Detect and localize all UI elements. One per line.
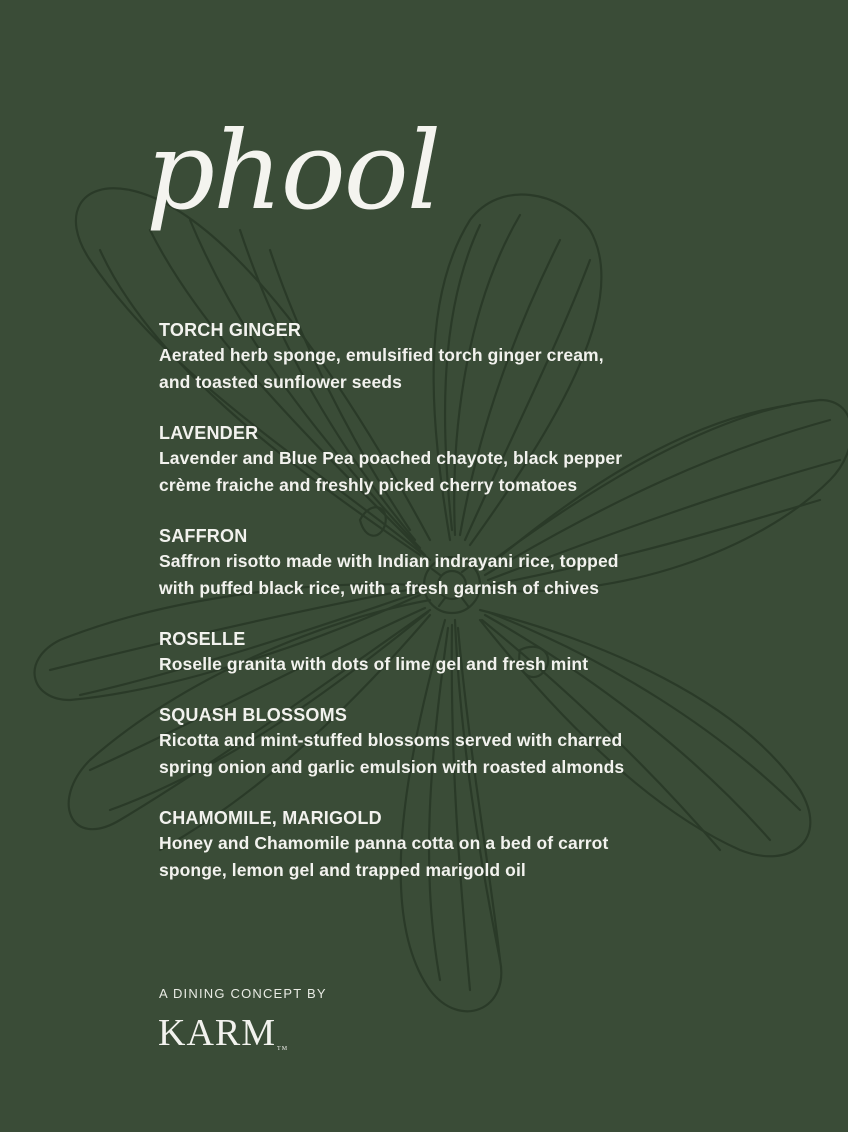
course-description-line: with puffed black rice, with a fresh garnish of chives bbox=[159, 578, 600, 598]
course-name: TORCH GINGER bbox=[159, 320, 302, 340]
course-name: LAVENDER bbox=[159, 423, 259, 443]
course-description-line: Aerated herb sponge, emulsified torch ginger cream, bbox=[159, 345, 604, 365]
course-description-line: Saffron risotto made with Indian indrayani rice, topped bbox=[159, 551, 619, 571]
trademark-mark: TM bbox=[277, 1046, 289, 1052]
course-item bbox=[159, 524, 719, 602]
course-list bbox=[159, 318, 719, 909]
course-name: SQUASH BLOSSOMS bbox=[159, 705, 348, 725]
course-item bbox=[159, 421, 719, 499]
course-name: ROSELLE bbox=[159, 629, 246, 649]
course-item bbox=[159, 627, 719, 678]
course-description-line: sponge, lemon gel and trapped marigold oil bbox=[159, 860, 526, 880]
footer-tagline: A DINING CONCEPT BY bbox=[159, 986, 327, 1001]
brand-name: KARM bbox=[158, 1012, 277, 1054]
course-description-line: spring onion and garlic emulsion with roasted almonds bbox=[159, 757, 625, 777]
course-description-line: Honey and Chamomile panna cotta on a bed of carrot bbox=[159, 833, 609, 853]
course-description-line: Ricotta and mint-stuffed blossoms served with charred bbox=[159, 730, 623, 750]
course-description-line: Lavender and Blue Pea poached chayote, black pepper bbox=[159, 448, 623, 468]
course-name: SAFFRON bbox=[159, 526, 248, 546]
course-item bbox=[159, 318, 719, 396]
brand-logo bbox=[158, 1014, 288, 1052]
course-description-line: crème fraiche and freshly picked cherry tomatoes bbox=[159, 475, 578, 495]
course-description-line: Roselle granita with dots of lime gel and fresh mint bbox=[159, 654, 589, 674]
menu-title: phool bbox=[146, 109, 440, 234]
course-name: CHAMOMILE, MARIGOLD bbox=[159, 808, 382, 828]
course-description-line: and toasted sunflower seeds bbox=[159, 372, 402, 392]
course-item bbox=[159, 703, 719, 781]
course-item bbox=[159, 806, 719, 884]
